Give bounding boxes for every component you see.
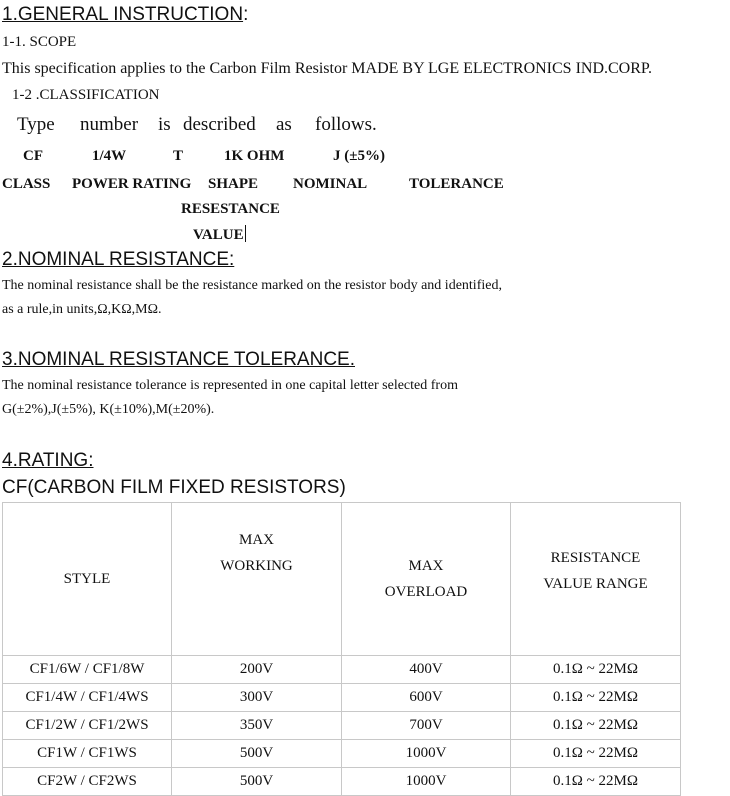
tolerance-line1: The nominal resistance tolerance is represented in one capital letter selected from <box>2 378 458 393</box>
type-word: number <box>80 114 139 135</box>
label-resestance: RESESTANCE <box>181 201 280 217</box>
rating-subtitle: CF(CARBON FILM FIXED RESISTORS) <box>2 477 346 498</box>
example-tolerance: J (±5%) <box>333 148 385 164</box>
header-max-working: MAX WORKING <box>172 503 342 656</box>
section1-heading-text: 1.GENERAL INSTRUCTION <box>2 4 244 25</box>
label-value: VALUE <box>193 227 244 243</box>
cell-style: CF1/4W / CF1/4WS <box>3 684 172 712</box>
cell-working: 350V <box>172 712 342 740</box>
tolerance-line2: G(±2%),J(±5%), K(±10%),M(±20%). <box>2 402 215 417</box>
nominal-resistance-line2: as a rule,in units,Ω,KΩ,MΩ. <box>2 302 162 317</box>
cell-overload: 1000V <box>342 740 511 768</box>
type-word: as <box>276 114 292 135</box>
cell-range: 0.1Ω ~ 22MΩ <box>511 712 681 740</box>
cell-style: CF1/6W / CF1/8W <box>3 656 172 684</box>
cell-working: 500V <box>172 740 342 768</box>
cell-working: 300V <box>172 684 342 712</box>
nominal-resistance-line1: The nominal resistance shall be the resistance marked on the resistor body and identified, <box>2 278 502 293</box>
cell-style: CF2W / CF2WS <box>3 768 172 796</box>
table-row <box>3 768 681 796</box>
type-word: Type <box>17 114 55 135</box>
general-instruction-heading <box>2 4 248 26</box>
cell-working: 500V <box>172 768 342 796</box>
nominal-resistance-heading: 2.NOMINAL RESISTANCE: <box>2 249 235 270</box>
tolerance-heading: 3.NOMINAL RESISTANCE TOLERANCE. <box>2 349 355 370</box>
label-tolerance: TOLERANCE <box>409 176 504 192</box>
cell-range: 0.1Ω ~ 22MΩ <box>511 684 681 712</box>
table-row <box>3 740 681 768</box>
cell-range: 0.1Ω ~ 22MΩ <box>511 656 681 684</box>
section1-heading-colon: : <box>243 4 249 25</box>
example-shape: T <box>173 148 184 164</box>
rating-heading: 4.RATING: <box>2 450 94 471</box>
cell-overload: 400V <box>342 656 511 684</box>
scope-text: This specification applies to the Carbon Film Resistor MADE BY LGE ELECTRONICS IND.CORP. <box>2 60 653 77</box>
scope-title: 1-1. SCOPE <box>2 34 77 50</box>
example-class: CF <box>23 148 43 164</box>
cell-style: CF1/2W / CF1/2WS <box>3 712 172 740</box>
cell-overload: 700V <box>342 712 511 740</box>
type-word: follows. <box>315 114 377 135</box>
label-nominal: NOMINAL <box>293 176 368 192</box>
type-word: is <box>158 114 171 135</box>
table-row <box>3 656 681 684</box>
table-row <box>3 712 681 740</box>
label-shape: SHAPE <box>208 176 259 192</box>
cell-overload: 600V <box>342 684 511 712</box>
cell-range: 0.1Ω ~ 22MΩ <box>511 740 681 768</box>
cell-range: 0.1Ω ~ 22MΩ <box>511 768 681 796</box>
type-word: described <box>183 114 256 135</box>
text-cursor <box>245 225 246 242</box>
label-class: CLASS <box>2 176 51 192</box>
classification-title: 1-2 .CLASSIFICATION <box>12 87 160 103</box>
header-style: STYLE <box>3 503 172 656</box>
example-power: 1/4W <box>92 148 127 164</box>
cell-style: CF1W / CF1WS <box>3 740 172 768</box>
cell-working: 200V <box>172 656 342 684</box>
header-max-overload: MAX OVERLOAD <box>342 503 511 656</box>
label-power-rating: POWER RATING <box>72 176 192 192</box>
header-resistance-range: RESISTANCE VALUE RANGE <box>511 503 681 656</box>
rating-table <box>2 502 681 796</box>
table-row <box>3 684 681 712</box>
cell-overload: 1000V <box>342 768 511 796</box>
table-header-row <box>3 503 681 656</box>
example-nominal: 1K OHM <box>224 148 285 164</box>
